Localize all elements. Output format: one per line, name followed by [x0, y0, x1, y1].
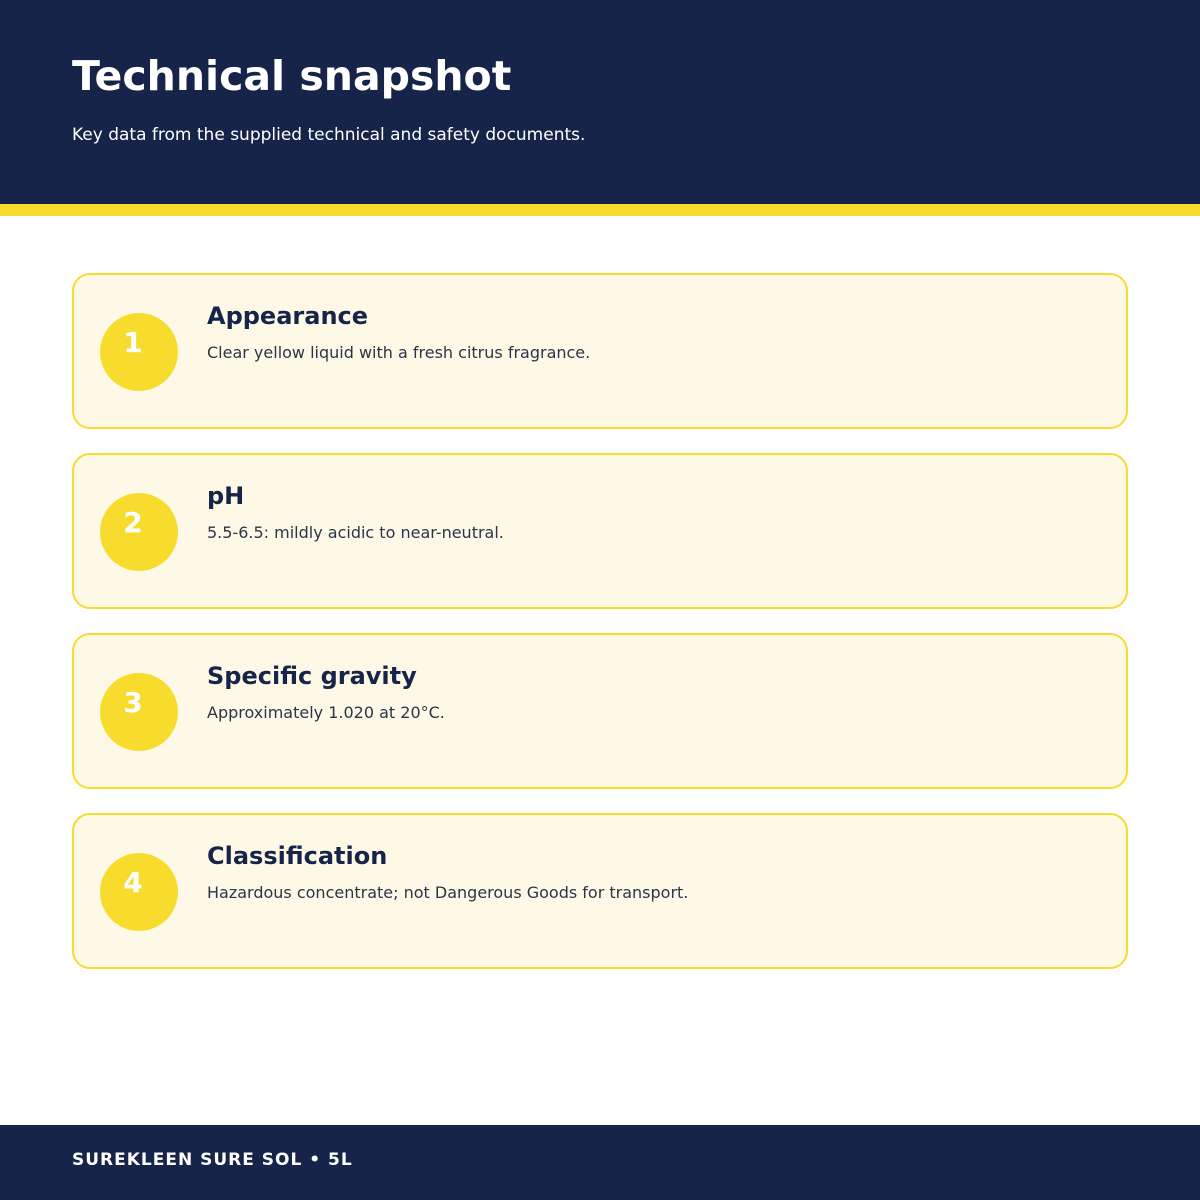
page-subtitle: Key data from the supplied technical and safety documents.	[72, 125, 586, 145]
card-number: 2	[123, 506, 143, 539]
card-number-badge	[100, 673, 178, 751]
card-description: Hazardous concentrate; not Dangerous Goods for transport.	[207, 883, 689, 902]
card-number: 4	[123, 866, 143, 899]
card-number-badge	[100, 853, 178, 931]
card-title: Specific gravity	[207, 662, 417, 690]
card-title: Appearance	[207, 302, 369, 330]
card-number-badge	[100, 493, 178, 571]
accent-divider	[0, 204, 1200, 216]
card-ph	[72, 453, 1128, 609]
card-description: Approximately 1.020 at 20°C.	[207, 703, 445, 722]
card-description: 5.5-6.5: mildly acidic to near-neutral.	[207, 523, 504, 542]
card-title: pH	[207, 482, 245, 510]
card-number-badge	[100, 313, 178, 391]
footer-product-label: SUREKLEEN SURE SOL • 5L	[72, 1150, 353, 1170]
page-title: Technical snapshot	[72, 52, 512, 100]
footer-bar	[0, 1125, 1200, 1200]
header-banner	[0, 0, 1200, 204]
card-classification	[72, 813, 1128, 969]
card-number: 1	[123, 326, 143, 359]
card-specific-gravity	[72, 633, 1128, 789]
card-number: 3	[123, 686, 143, 719]
card-title: Classification	[207, 842, 388, 870]
card-appearance	[72, 273, 1128, 429]
card-description: Clear yellow liquid with a fresh citrus fragrance.	[207, 343, 591, 362]
